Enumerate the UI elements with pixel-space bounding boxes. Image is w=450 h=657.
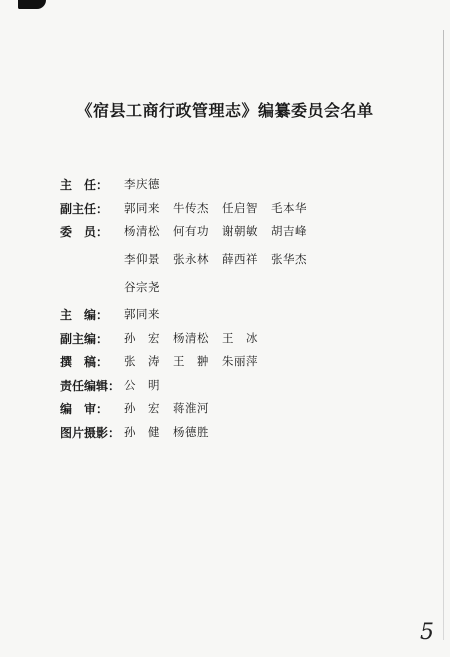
roster-label: 副主任： bbox=[60, 201, 109, 216]
member-name: 张华杰 bbox=[271, 252, 307, 266]
roster-row-photography bbox=[60, 424, 400, 448]
member-name: 薛西祥 bbox=[222, 252, 258, 266]
member-name: 张 涛 bbox=[124, 354, 160, 368]
roster-label: 主 编： bbox=[60, 308, 109, 322]
scan-edge-line bbox=[443, 30, 444, 640]
member-name: 张永林 bbox=[173, 252, 209, 266]
roster-label: 责任编辑： bbox=[60, 378, 121, 393]
member-name: 郭同来 bbox=[124, 200, 160, 215]
member-name: 孙 宏 bbox=[124, 401, 160, 415]
member-name: 毛本华 bbox=[271, 200, 307, 215]
member-name: 谢朝敏 bbox=[222, 224, 258, 238]
roster-label: 撰 稿： bbox=[60, 355, 109, 369]
roster-row-chief-editor bbox=[60, 306, 400, 330]
roster-label: 主 任： bbox=[60, 178, 109, 192]
member-name: 朱丽萍 bbox=[222, 354, 258, 368]
member-name: 孙 宏 bbox=[124, 330, 160, 345]
scan-corner-mark bbox=[18, 0, 46, 9]
member-name: 孙 健 bbox=[124, 424, 160, 439]
roster-names bbox=[124, 176, 354, 192]
roster-row-responsible-editor bbox=[60, 377, 400, 401]
roster-row-deputy-editor bbox=[60, 330, 400, 354]
member-name: 李庆德 bbox=[124, 177, 160, 191]
roster-names bbox=[124, 377, 354, 393]
roster-row-deputy-director bbox=[60, 200, 400, 224]
roster-names bbox=[124, 400, 354, 416]
committee-roster bbox=[60, 176, 400, 447]
page-title: 《宿县工商行政管理志》编纂委员会名单 bbox=[76, 101, 374, 120]
member-name: 谷宗尧 bbox=[124, 280, 160, 294]
member-name: 蒋淮河 bbox=[173, 401, 209, 415]
roster-row-writers bbox=[60, 353, 400, 377]
roster-label: 委 员： bbox=[60, 225, 109, 239]
roster-names bbox=[124, 424, 354, 440]
roster-row-reviewers bbox=[60, 400, 400, 424]
roster-label: 副主编： bbox=[60, 331, 109, 346]
roster-names bbox=[124, 306, 354, 322]
member-name: 杨清松 bbox=[173, 330, 209, 345]
roster-row-members bbox=[60, 223, 400, 295]
roster-names bbox=[124, 330, 354, 346]
member-name: 任启智 bbox=[222, 200, 258, 215]
page-number: 5 bbox=[420, 620, 434, 645]
member-name: 公 明 bbox=[124, 377, 160, 392]
roster-names bbox=[124, 223, 354, 295]
member-name: 李仰景 bbox=[124, 252, 160, 266]
roster-label: 图片摄影： bbox=[60, 425, 121, 440]
roster-names bbox=[124, 200, 354, 216]
roster-row-director bbox=[60, 176, 400, 200]
roster-names bbox=[124, 353, 354, 369]
member-name: 杨清松 bbox=[124, 224, 160, 238]
member-name: 胡吉峰 bbox=[271, 224, 307, 238]
member-name: 何有功 bbox=[173, 224, 209, 238]
member-name: 王 翀 bbox=[173, 354, 209, 368]
roster-label: 编 审： bbox=[60, 402, 109, 416]
member-name: 牛传杰 bbox=[173, 200, 209, 215]
member-name: 王 冰 bbox=[222, 330, 258, 345]
member-name: 杨德胜 bbox=[173, 424, 209, 439]
member-name: 郭同来 bbox=[124, 307, 160, 321]
